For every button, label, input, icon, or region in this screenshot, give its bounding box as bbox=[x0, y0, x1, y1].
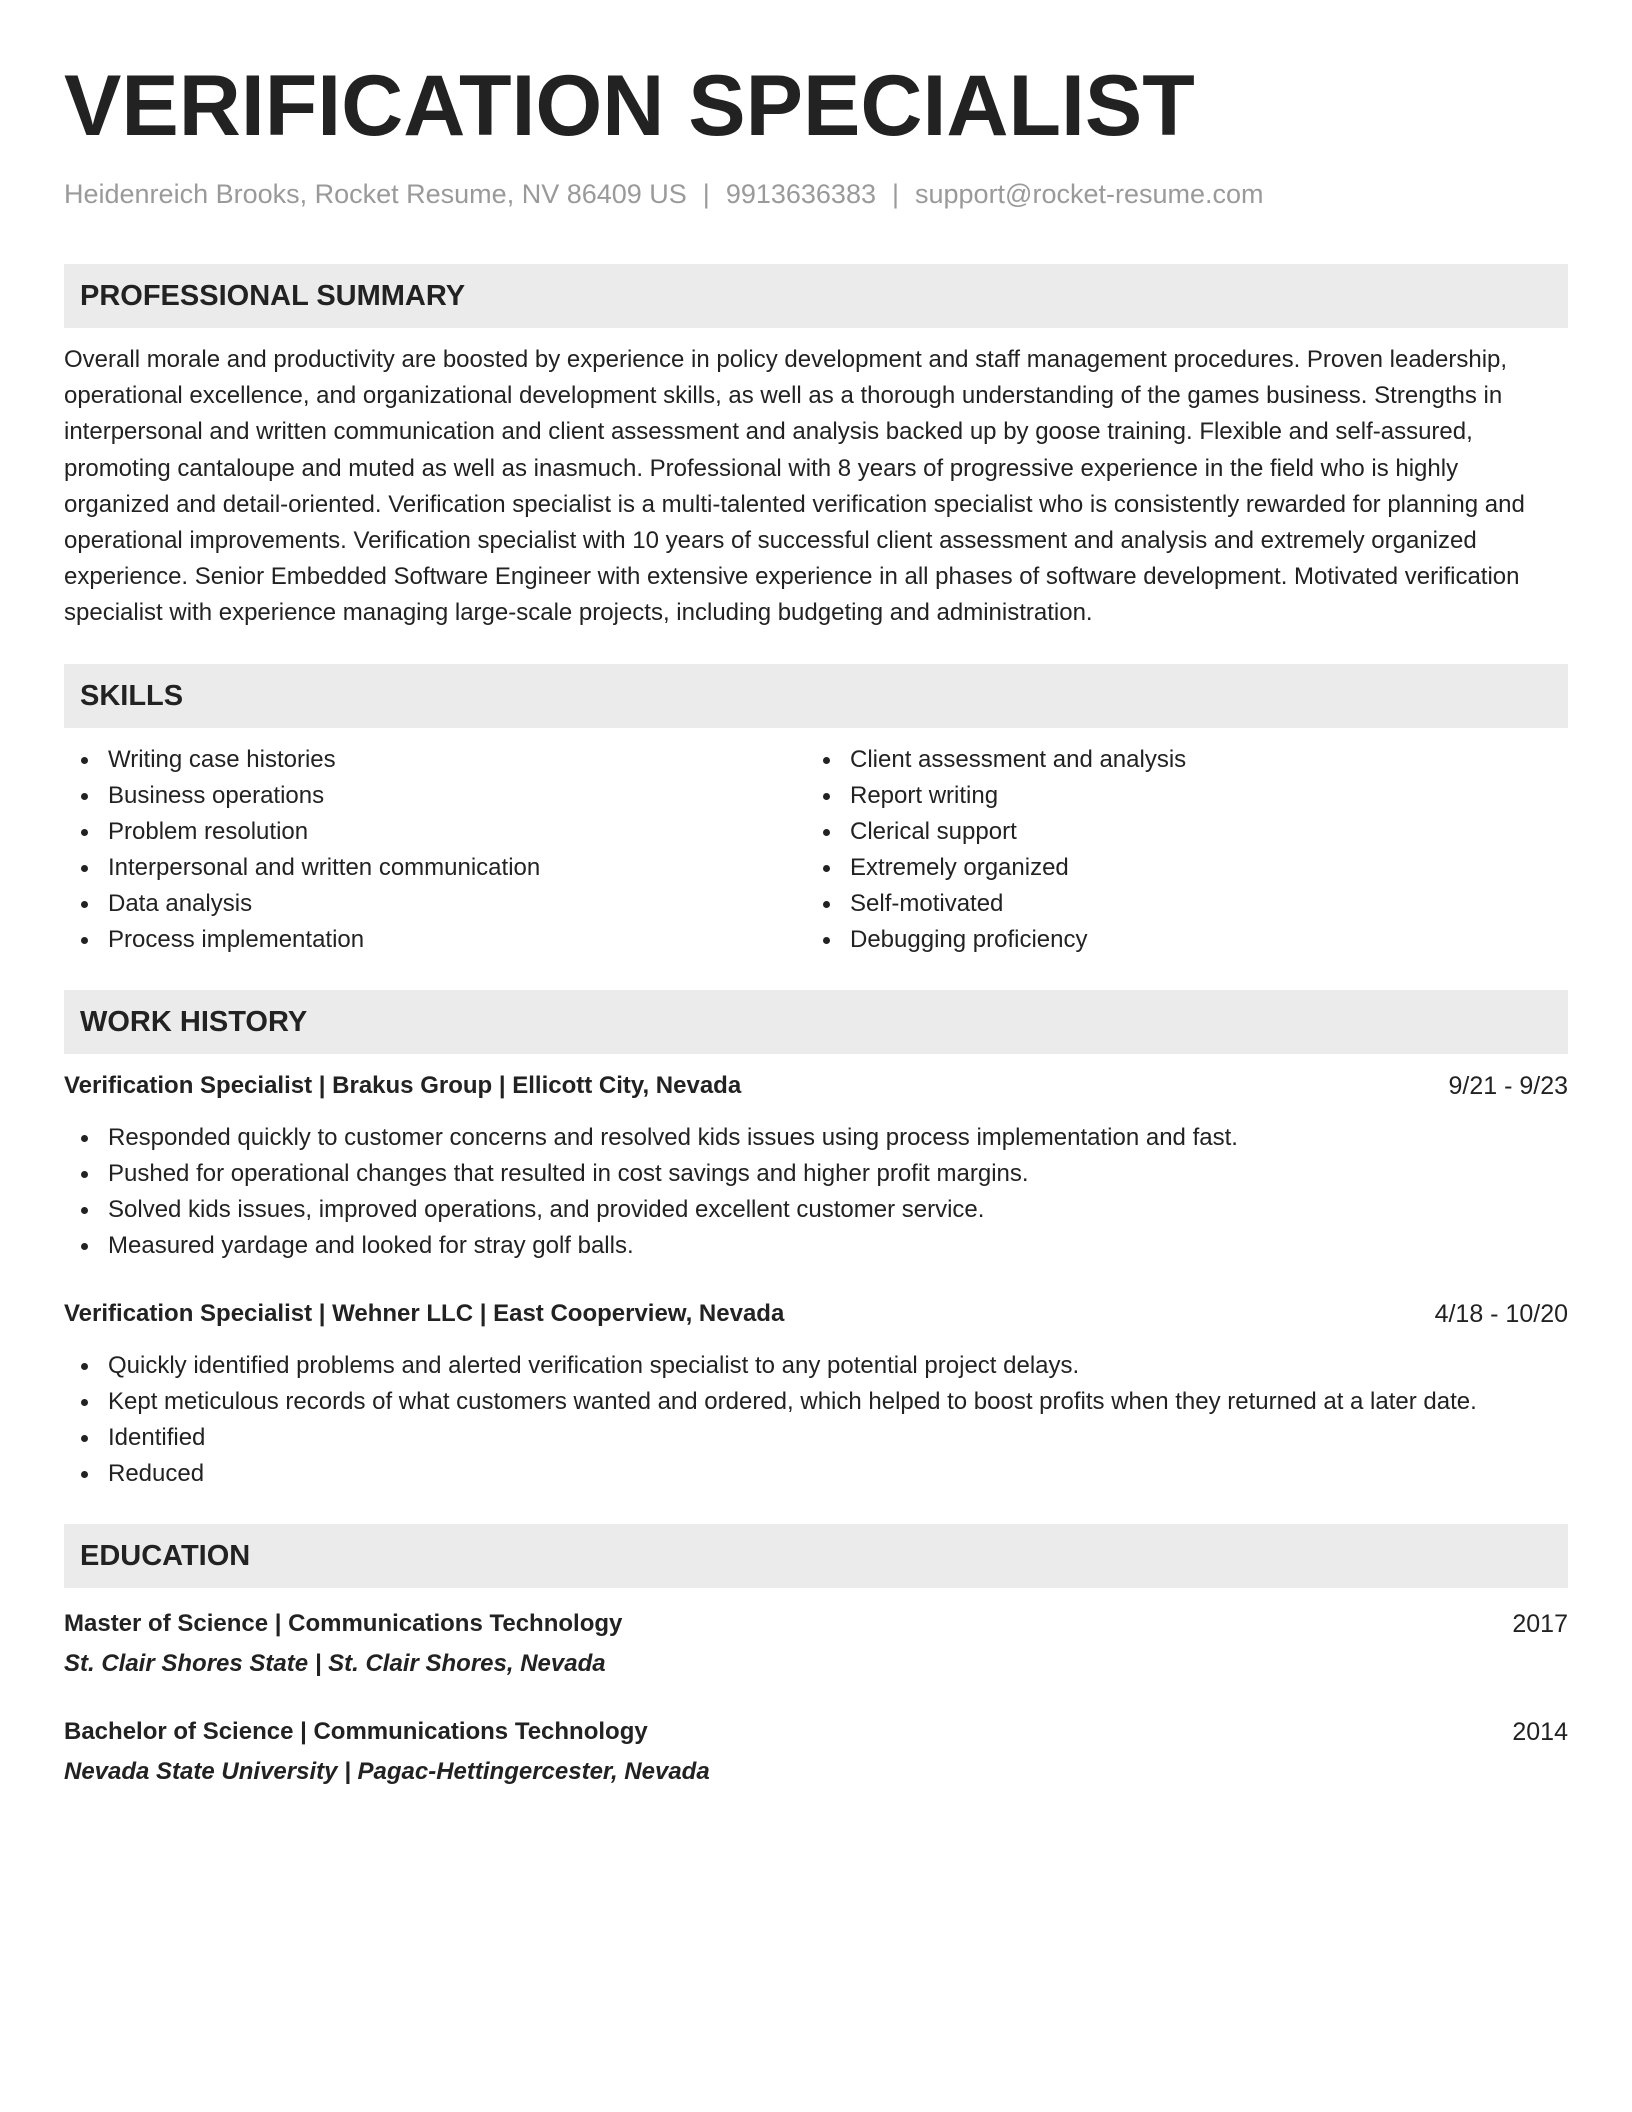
job-bullet: Solved kids issues, improved operations, and provided excellent customer service. bbox=[64, 1192, 1568, 1228]
section-heading-skills: SKILLS bbox=[64, 664, 1568, 728]
contact-separator: | bbox=[891, 179, 899, 209]
job-bullets bbox=[64, 1348, 1568, 1492]
skill-item: Clerical support bbox=[806, 814, 1566, 850]
education-entry bbox=[64, 1606, 1568, 1682]
skills-list bbox=[64, 742, 1568, 958]
job-title: Verification Specialist | Wehner LLC | East Cooperview, Nevada bbox=[64, 1299, 785, 1327]
skill-item: Debugging proficiency bbox=[806, 922, 1566, 958]
education-school: St. Clair Shores State | St. Clair Shores, Nevada bbox=[64, 1649, 606, 1677]
education-year: 2014 bbox=[1512, 1717, 1568, 1746]
job-entry bbox=[64, 1296, 1568, 1492]
education-school: Nevada State University | Pagac-Hettingercester, Nevada bbox=[64, 1757, 710, 1785]
job-header bbox=[64, 1068, 1568, 1104]
education-header bbox=[64, 1714, 1568, 1750]
skill-item: Process implementation bbox=[64, 922, 806, 958]
job-bullet: Identified bbox=[64, 1420, 1568, 1456]
job-dates: 4/18 - 10/20 bbox=[1434, 1299, 1568, 1328]
skill-item: Business operations bbox=[64, 778, 806, 814]
job-header bbox=[64, 1296, 1568, 1332]
contact-separator: | bbox=[702, 179, 710, 209]
skill-item: Writing case histories bbox=[64, 742, 806, 778]
section-heading-summary: PROFESSIONAL SUMMARY bbox=[64, 264, 1568, 328]
skill-item: Data analysis bbox=[64, 886, 806, 922]
section-heading-education: EDUCATION bbox=[64, 1524, 1568, 1588]
education-degree: Master of Science | Communications Technology bbox=[64, 1609, 623, 1637]
job-dates: 9/21 - 9/23 bbox=[1448, 1071, 1568, 1100]
job-bullet: Pushed for operational changes that resulted in cost savings and higher profit margins. bbox=[64, 1156, 1568, 1192]
job-bullet: Quickly identified problems and alerted verification specialist to any potential project delays. bbox=[64, 1348, 1568, 1384]
education-header bbox=[64, 1606, 1568, 1642]
skills-column-right bbox=[806, 742, 1566, 958]
contact-email[interactable]: support@rocket-resume.com bbox=[915, 179, 1264, 209]
education-entry bbox=[64, 1714, 1568, 1790]
contact-line bbox=[64, 174, 1568, 214]
contact-phone: 9913636383 bbox=[725, 179, 876, 209]
skill-item: Problem resolution bbox=[64, 814, 806, 850]
job-entry bbox=[64, 1068, 1568, 1264]
job-title: Verification Specialist | Brakus Group | Ellicott City, Nevada bbox=[64, 1071, 742, 1099]
skill-item: Self-motivated bbox=[806, 886, 1566, 922]
resume-name: VERIFICATION SPECIALIST bbox=[64, 58, 1195, 154]
job-bullet: Reduced bbox=[64, 1456, 1568, 1492]
skill-item: Extremely organized bbox=[806, 850, 1566, 886]
skill-item: Client assessment and analysis bbox=[806, 742, 1566, 778]
education-degree: Bachelor of Science | Communications Technology bbox=[64, 1717, 648, 1745]
section-heading-work-history: WORK HISTORY bbox=[64, 990, 1568, 1054]
contact-address: Heidenreich Brooks, Rocket Resume, NV 86409 US bbox=[64, 179, 687, 209]
job-bullet: Measured yardage and looked for stray golf balls. bbox=[64, 1228, 1568, 1264]
skill-item: Interpersonal and written communication bbox=[64, 850, 806, 886]
skills-column-left bbox=[64, 742, 806, 958]
job-bullets bbox=[64, 1120, 1568, 1264]
summary-text: Overall morale and productivity are boosted by experience in policy development and staff management procedures. Proven leadership, operational excellence, and organizational development skills, as well as a thorough understanding of the games business. Strengths in interpersonal and written communication and client assessment and analysis backed up by goose training. Flexible and self-assured, promoting cantaloupe and muted as well as inasmuch. Professional with 8 years of progressive experience in the field who is highly organized and detail-oriented. Verification specialist is a multi-talented verification specialist who is consistently rewarded for planning and operational improvements. Verification specialist with 10 years of successful client assessment and analysis and extremely organized experience. Senior Embedded Software Engineer with extensive experience in all phases of software development. Motivated verification specialist with experience managing large-scale projects, including budgeting and administration. bbox=[64, 346, 1525, 627]
job-bullet: Kept meticulous records of what customers wanted and ordered, which helped to boost profits when they returned at a later date. bbox=[64, 1384, 1568, 1420]
education-year: 2017 bbox=[1512, 1609, 1568, 1638]
skill-item: Report writing bbox=[806, 778, 1566, 814]
job-bullet: Responded quickly to customer concerns and resolved kids issues using process implementation and fast. bbox=[64, 1120, 1568, 1156]
